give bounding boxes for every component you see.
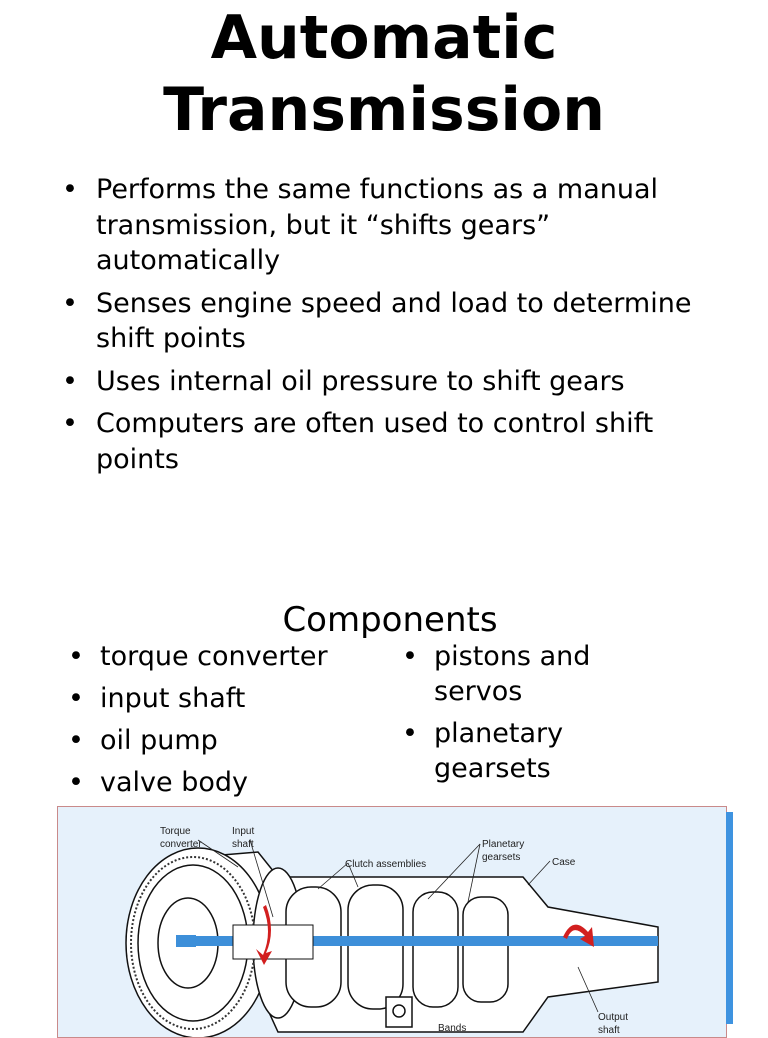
label-input: Input [232,826,255,837]
label-gearsets: gearsets [482,852,521,863]
bullet-list [60,172,720,484]
components-heading: Components [282,600,498,640]
bullet-item: • Senses engine speed and load to determine shift points [60,286,720,357]
page-title: Automatic Transmission [163,3,605,145]
label-output: Output [598,1012,629,1023]
components-left-list [66,639,386,807]
label-converter: converter [160,839,202,850]
component-item: • valve body [66,765,386,800]
component-item: • pistons and servos [400,639,640,709]
transmission-diagram [57,806,727,1038]
transmission-illustration [58,807,726,1037]
label-shaft: shaft [232,839,254,850]
bullet-item: • Performs the same functions as a manual transmission, but it “shifts gears” automatically [60,172,720,279]
figure-edge-strip [726,812,733,1024]
component-item: • planetary gearsets [400,716,640,786]
label-planetary: Planetary [482,839,525,850]
label-clutch-assemblies: Clutch assemblies [345,859,427,870]
components-right-list [400,639,640,793]
label-torque: Torque [160,826,191,837]
component-item: • torque converter [66,639,386,674]
label-bands: Bands [438,1023,467,1034]
component-item: • oil pump [66,723,386,758]
component-item: • input shaft [66,681,386,716]
bullet-item: • Computers are often used to control shift points [60,406,720,477]
label-output-shaft: shaft [598,1025,620,1036]
bullet-item: • Uses internal oil pressure to shift gears [60,364,720,400]
label-case: Case [552,857,576,868]
